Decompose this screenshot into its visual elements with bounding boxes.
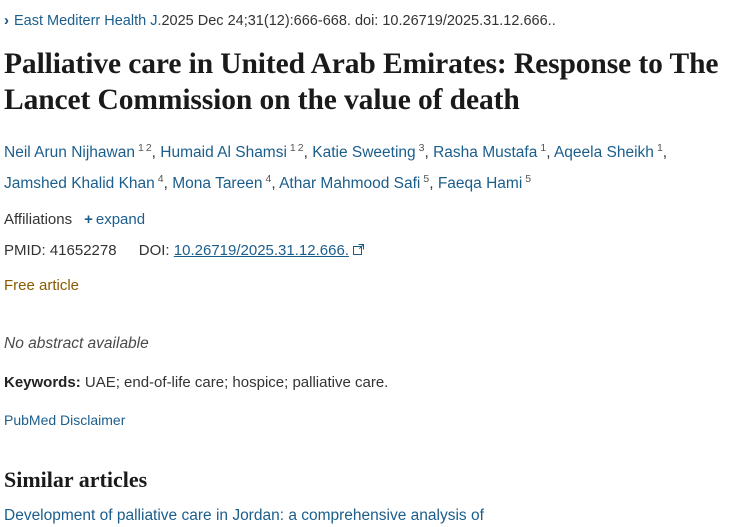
author-separator: , [303,144,308,162]
author-link[interactable]: Neil Arun Nijhawan [4,144,135,162]
author-affiliation-ref[interactable]: 2 [297,142,304,154]
keywords-row [4,373,734,393]
author-affiliation-ref[interactable]: 3 [418,142,425,154]
identifiers-row [4,241,734,261]
author-affiliation-ref[interactable]: 4 [157,173,164,186]
citation-details: 2025 Dec 24;31(12):666-668. doi: 10.26719/2025.31.12.666.. [161,13,556,29]
author-link[interactable]: Aqeela Sheikh [553,144,654,162]
similar-article-link[interactable]: Development of palliative care in Jordan: a comprehensive analysis of [4,507,484,525]
author-link[interactable]: Faeqa Hami [437,175,523,193]
journal-name-link[interactable]: East Mediterr Health J. [14,13,162,29]
external-link-icon[interactable] [353,244,364,255]
author-affiliation-ref[interactable]: 1 [656,142,663,154]
author-affiliation-ref[interactable]: 1 [289,142,296,154]
expand-label: expand [95,211,146,229]
author-link[interactable]: Humaid Al Shamsi [160,144,287,162]
author-link[interactable]: Athar Mahmood Safi [279,175,421,193]
doi-label: DOI: [138,242,170,260]
author-affiliation-ref[interactable]: 2 [145,142,152,154]
plus-icon: + [84,211,93,229]
expand-affiliations-button[interactable] [84,210,145,230]
no-abstract-notice: No abstract available [4,335,149,353]
pmid-value: 41652278 [49,242,117,260]
author-affiliation-ref[interactable]: 5 [525,173,532,186]
author-entry [172,175,275,192]
doi-link[interactable]: 10.26719/2025.31.12.666. [173,242,349,260]
author-separator: , [163,175,168,193]
author-entry [433,144,550,161]
author-separator: , [424,144,429,162]
pubmed-disclaimer-link[interactable]: PubMed Disclaimer [4,412,126,429]
affiliations-row [4,210,734,230]
author-separator: , [271,175,276,193]
author-separator: , [546,144,551,162]
pmid-label: PMID: [4,242,46,260]
keywords-label: Keywords: [4,374,81,392]
similar-articles-heading: Similar articles [4,467,148,493]
author-affiliation-ref[interactable]: 4 [265,173,272,186]
similar-article-item[interactable] [4,505,734,527]
free-article-badge[interactable]: Free article [4,277,80,295]
author-entry [4,175,168,192]
author-link[interactable]: Katie Sweeting [312,144,416,162]
author-entry [312,144,429,161]
author-entry [4,144,156,161]
author-entry [279,175,433,192]
author-separator: , [662,144,668,162]
author-entry [554,144,667,161]
citation-line [4,12,734,30]
affiliations-label: Affiliations [4,211,73,229]
author-entry [160,144,308,161]
author-affiliation-ref[interactable]: 1 [540,142,547,154]
author-affiliation-ref[interactable]: 1 [137,142,144,154]
author-affiliation-ref[interactable]: 5 [423,173,430,186]
author-link[interactable]: Rasha Mustafa [433,144,538,162]
author-link[interactable]: Mona Tareen [172,175,263,193]
author-list [4,135,734,197]
page-title: Palliative care in United Arab Emirates: Response to The Lancet Commission on the value of death [4,48,719,116]
author-entry [438,175,531,192]
keywords-value: UAE; end-of-life care; hospice; palliative care. [80,374,389,392]
author-separator: , [429,175,434,193]
author-separator: , [151,144,156,162]
author-link[interactable]: Jamshed Khalid Khan [4,175,155,193]
chevron-right-icon[interactable]: › [4,12,9,29]
